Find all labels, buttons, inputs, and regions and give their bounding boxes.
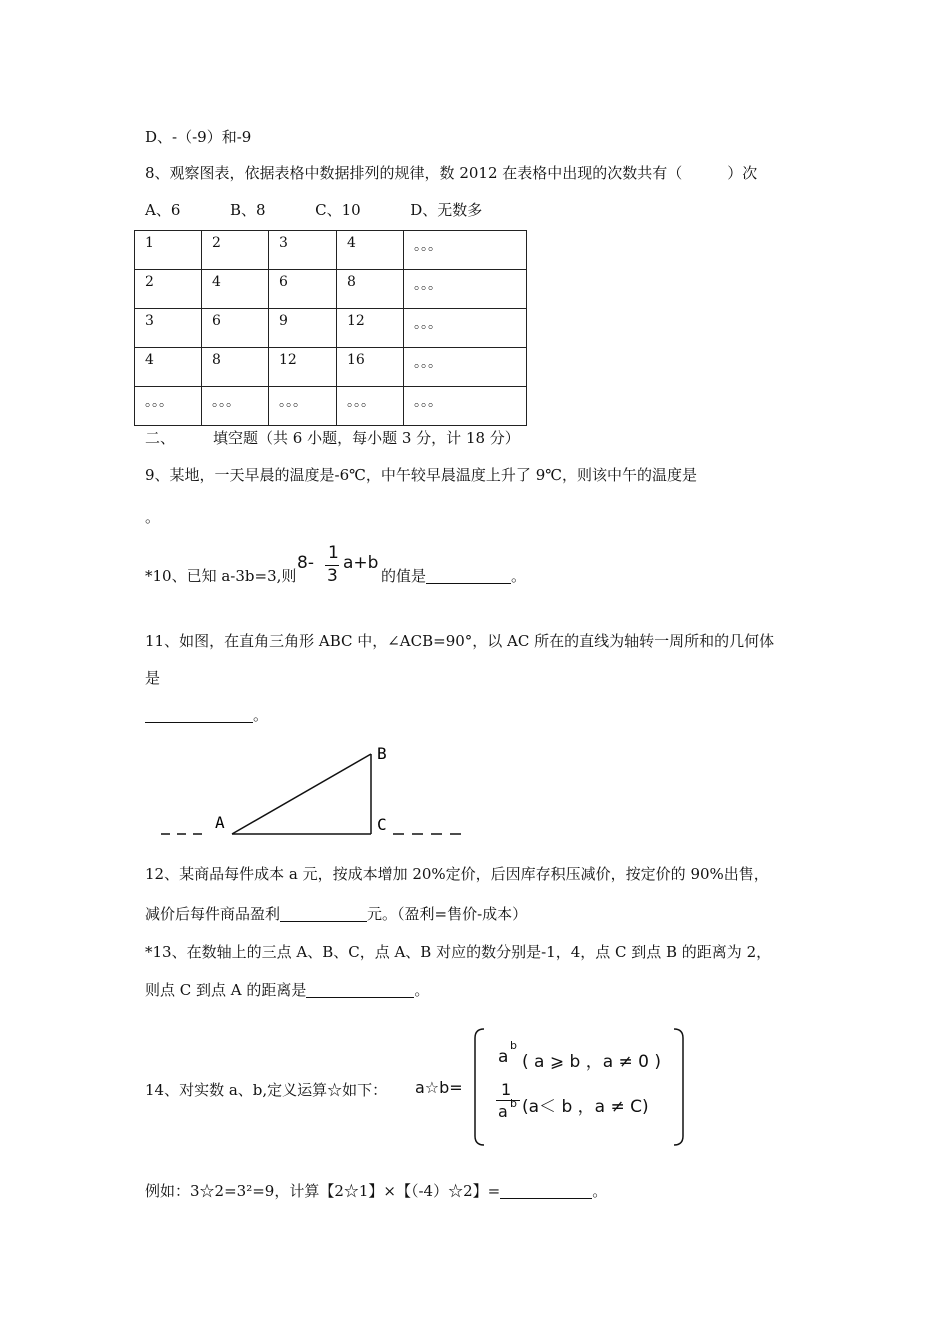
q8-option-c: C、10	[315, 201, 361, 219]
q14-answer-blank[interactable]	[500, 1183, 592, 1199]
right-bracket	[674, 1029, 683, 1145]
table-cell: 。。。	[337, 387, 404, 426]
q10-end: 。	[511, 567, 527, 585]
section-number: 二、	[145, 429, 176, 447]
table-cell: 。。。	[404, 270, 527, 309]
q13-answer-blank[interactable]	[306, 982, 414, 998]
q14-case1-exp: b	[510, 1039, 517, 1052]
table-row	[135, 387, 527, 426]
q14-example	[145, 1181, 607, 1201]
q10-tail	[381, 566, 526, 586]
table-cell: 12	[269, 348, 337, 387]
q12-line1: 12、某商品每件成本 a 元，按成本增加 20%定价，后因库存积压减价，按定价的 90%出售，	[145, 865, 769, 883]
table-cell: 2	[135, 270, 202, 309]
q13-line2	[145, 980, 429, 1000]
q11-line2: 是	[145, 669, 161, 687]
q12-line2	[145, 904, 527, 924]
q8-option-d: D、无数多	[410, 201, 483, 219]
vertex-label-a: A	[215, 813, 225, 832]
q11-triangle-figure	[150, 740, 490, 840]
q8-option-b: B、8	[229, 201, 266, 219]
q14-case1-cond: ( a ⩾ b ，a ≠ 0 )	[522, 1052, 662, 1072]
q13-prefix: 则点 C 到点 A 的距离是	[145, 981, 307, 999]
q7-option-d: D、-（-9）和-9	[145, 128, 252, 146]
table-cell: 16	[337, 348, 404, 387]
table-cell: 。。。	[404, 387, 527, 426]
q14-case2-den-base: a	[498, 1102, 508, 1121]
q8-option-a: A、6	[145, 201, 181, 219]
table-row	[135, 348, 527, 387]
side-ab	[232, 754, 371, 834]
table-cell: 1	[135, 231, 202, 270]
q9-line1: 9、某地，一天早晨的温度是-6℃，中午较早晨温度上升了 9℃，则该中午的温度是	[145, 466, 698, 484]
q9-line2: 。	[145, 508, 161, 526]
table-cell: 6	[269, 270, 337, 309]
table-cell: 4	[202, 270, 269, 309]
table-cell: 8	[202, 348, 269, 387]
table-cell: 8	[337, 270, 404, 309]
q11-end: 。	[253, 706, 269, 724]
q14-stem: 14、对实数 a、b,定义运算☆如下：	[145, 1081, 388, 1099]
q11-line1: 11、如图，在直角三角形 ABC 中，∠ACB=90°，以 AC 所在的直线为轴转一周所和的几何体	[145, 632, 775, 650]
table-cell: 4	[135, 348, 202, 387]
table-cell: 。。。	[404, 309, 527, 348]
q11-answer-blank[interactable]	[145, 707, 253, 723]
q14-example-text: 例如：3☆2=3²=9，计算【2☆1】×【（-4）☆2】=	[145, 1182, 501, 1200]
q14-lhs: a☆b=	[415, 1078, 463, 1097]
table-row	[135, 270, 527, 309]
section-title: 填空题（共 6 小题，每小题 3 分，计 18 分）	[213, 429, 520, 447]
q14-end: 。	[592, 1182, 608, 1200]
q12-prefix: 减价后每件商品盈利	[145, 905, 281, 923]
table-cell: 3	[135, 309, 202, 348]
q11-blank-line	[145, 705, 268, 725]
table-cell: 6	[202, 309, 269, 348]
q12-answer-blank[interactable]	[280, 906, 367, 922]
left-bracket	[475, 1029, 484, 1145]
q8-options	[145, 200, 482, 220]
vertex-label-b: B	[377, 744, 387, 763]
table-cell: 2	[202, 231, 269, 270]
table-cell: 9	[269, 309, 337, 348]
table-row	[135, 231, 527, 270]
table-cell: 。。。	[404, 348, 527, 387]
q14-case2-den-exp: b	[510, 1097, 517, 1110]
q10-expr-head: 8-	[297, 553, 314, 573]
q13-line1: *13、在数轴上的三点 A、B、C，点 A、B 对应的数分别是-1，4，点 C 到点 B 的距离为 2，	[145, 943, 772, 961]
table-cell: 12	[337, 309, 404, 348]
q13-end: 。	[414, 981, 430, 999]
section-heading	[145, 428, 520, 448]
q10-expr-tail: a+b	[343, 553, 379, 573]
q10-frac-num: 1	[328, 543, 339, 563]
table-cell: 3	[269, 231, 337, 270]
q14-case1-base: a	[498, 1047, 509, 1067]
q14-case2-num: 1	[501, 1080, 512, 1099]
table-cell: 。。。	[135, 387, 202, 426]
table-cell: 4	[337, 231, 404, 270]
table-cell: 。。。	[269, 387, 337, 426]
q10-answer-blank[interactable]	[426, 568, 511, 584]
q12-suffix: 元。（盈利=售价-成本）	[367, 905, 528, 923]
q8-stem: 8、观察图表，依据表格中数据排列的规律，数 2012 在表格中出现的次数共有（ ）次	[145, 164, 758, 182]
q14-case2-cond: (a＜ b ，a ≠ C)	[522, 1097, 649, 1117]
table-cell: 。。。	[202, 387, 269, 426]
vertex-label-c: C	[377, 815, 387, 834]
q10-frac-den: 3	[327, 566, 338, 586]
table-cell: 。。。	[404, 231, 527, 270]
q8-number-table	[134, 230, 527, 426]
q10-prefix: *10、已知 a-3b=3,则	[145, 567, 297, 585]
table-row	[135, 309, 527, 348]
q10-suffix: 的值是	[381, 567, 427, 585]
